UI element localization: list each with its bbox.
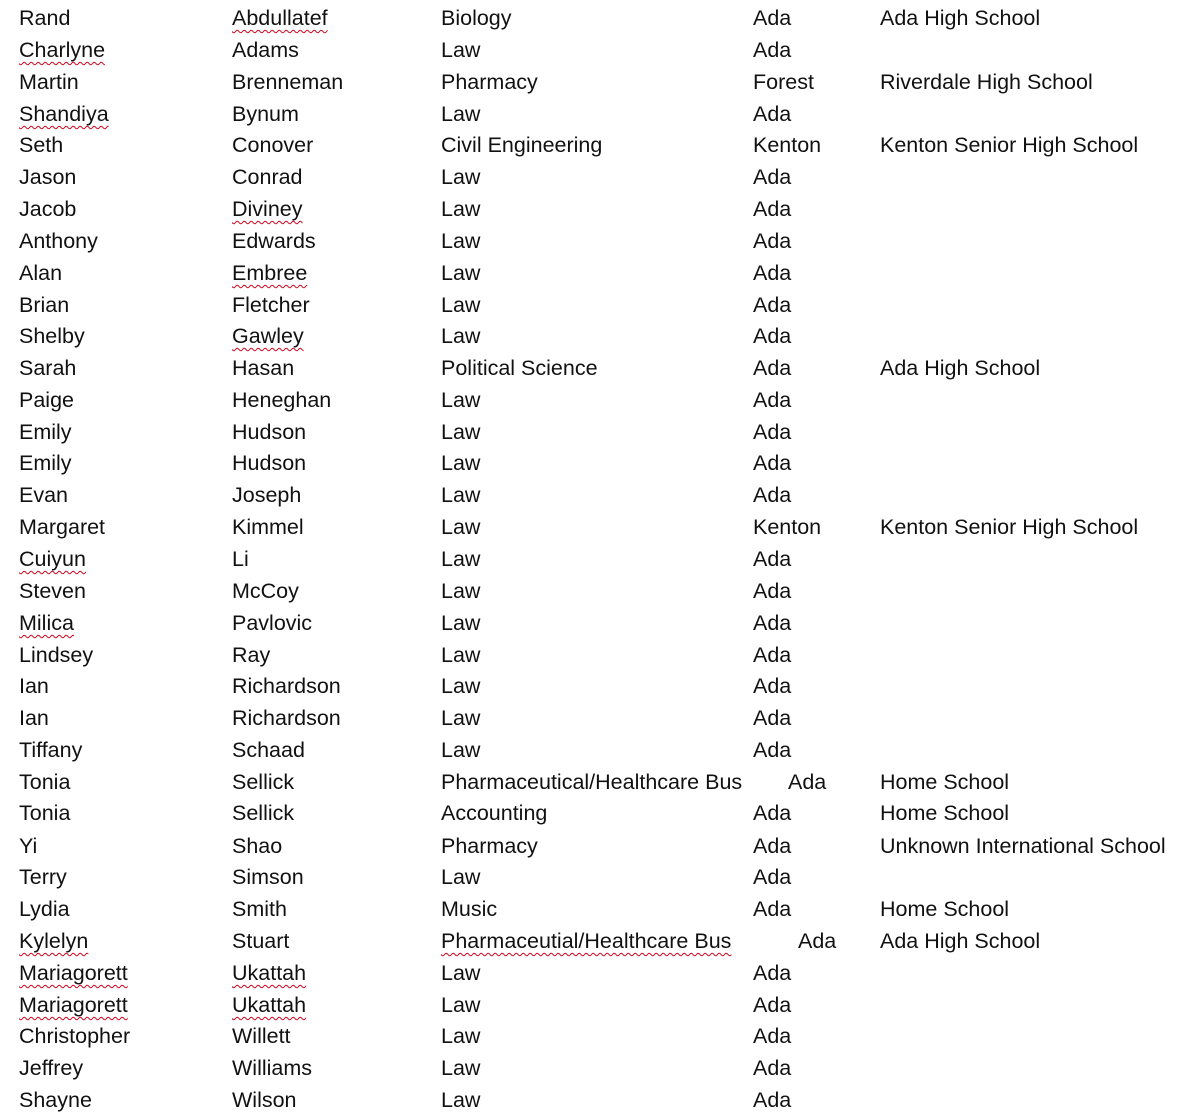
table-row xyxy=(0,512,1200,543)
last-cell[interactable]: Sellick xyxy=(232,770,295,794)
table-row xyxy=(0,385,1200,416)
city-cell[interactable]: Ada xyxy=(753,451,792,475)
school-cell[interactable]: Home School xyxy=(880,897,1010,921)
city-cell[interactable]: Ada xyxy=(753,579,792,603)
last-cell[interactable]: Edwards xyxy=(232,229,316,253)
city-cell[interactable]: Ada xyxy=(753,229,792,253)
school-cell[interactable]: Riverdale High School xyxy=(880,70,1093,94)
major-cell[interactable]: Law xyxy=(441,961,481,985)
city-cell[interactable]: Ada xyxy=(753,897,792,921)
first-cell[interactable]: Terry xyxy=(19,865,67,889)
city-cell[interactable]: Ada xyxy=(753,801,792,825)
major-cell[interactable]: Law xyxy=(441,643,481,667)
major-cell[interactable]: Law xyxy=(441,1024,481,1048)
first-cell[interactable]: Charlyne xyxy=(19,38,106,62)
last-cell[interactable]: Embree xyxy=(232,261,308,285)
table-row xyxy=(0,194,1200,225)
table-row xyxy=(0,353,1200,384)
major-cell[interactable]: Law xyxy=(441,674,481,698)
major-cell[interactable]: Law xyxy=(441,738,481,762)
last-cell[interactable]: Adams xyxy=(232,38,299,62)
table-row xyxy=(0,35,1200,66)
city-cell[interactable]: Kenton xyxy=(753,133,822,157)
city-cell[interactable]: Forest xyxy=(753,70,814,94)
first-cell[interactable]: Brian xyxy=(19,293,70,317)
major-cell[interactable]: Civil Engineering xyxy=(441,133,603,157)
first-cell[interactable]: Anthony xyxy=(19,229,98,253)
first-cell[interactable]: Milica xyxy=(19,611,74,635)
last-cell[interactable]: Abdullatef xyxy=(232,6,328,30)
city-cell[interactable]: Ada xyxy=(753,961,792,985)
table-row xyxy=(0,990,1200,1021)
last-cell[interactable]: Ukattah xyxy=(232,993,307,1017)
city-cell[interactable]: Ada xyxy=(753,165,792,189)
major-cell[interactable]: Biology xyxy=(441,6,512,30)
last-cell[interactable]: Li xyxy=(232,547,249,571)
first-cell[interactable]: Martin xyxy=(19,70,79,94)
first-cell[interactable]: Kylelyn xyxy=(19,929,89,953)
last-cell[interactable]: Smith xyxy=(232,897,287,921)
first-cell[interactable]: Jason xyxy=(19,165,77,189)
first-cell[interactable]: Lydia xyxy=(19,897,70,921)
city-cell[interactable]: Ada xyxy=(753,483,792,507)
city-cell[interactable]: Ada xyxy=(753,388,792,412)
school-cell[interactable]: Ada High School xyxy=(880,929,1041,953)
table-row xyxy=(0,448,1200,479)
major-cell[interactable]: Music xyxy=(441,897,498,921)
table-row xyxy=(0,544,1200,575)
last-cell[interactable]: Shao xyxy=(232,834,283,858)
last-cell[interactable]: Simson xyxy=(232,865,304,889)
first-cell[interactable]: Emily xyxy=(19,451,72,475)
first-cell[interactable]: Mariagorett xyxy=(19,993,128,1017)
table-row xyxy=(0,1085,1200,1116)
last-cell[interactable]: Stuart xyxy=(232,929,290,953)
major-cell[interactable]: Law xyxy=(441,293,481,317)
last-cell[interactable]: Joseph xyxy=(232,483,302,507)
first-cell[interactable]: Shelby xyxy=(19,324,85,348)
table-row xyxy=(0,767,1200,798)
school-cell[interactable]: Unknown International School xyxy=(880,834,1166,858)
table-row xyxy=(0,1053,1200,1084)
major-cell[interactable]: Law xyxy=(441,229,481,253)
major-cell[interactable]: Pharmacy xyxy=(441,834,538,858)
last-cell[interactable]: Kimmel xyxy=(232,515,304,539)
school-cell[interactable]: Kenton Senior High School xyxy=(880,515,1139,539)
major-cell[interactable]: Law xyxy=(441,38,481,62)
first-cell[interactable]: Jeffrey xyxy=(19,1056,84,1080)
last-cell[interactable]: Sellick xyxy=(232,801,295,825)
last-cell[interactable]: Hudson xyxy=(232,420,307,444)
table-row xyxy=(0,608,1200,639)
city-cell[interactable]: Ada xyxy=(753,674,792,698)
last-cell[interactable]: Williams xyxy=(232,1056,313,1080)
table-row xyxy=(0,3,1200,34)
school-cell[interactable]: Kenton Senior High School xyxy=(880,133,1139,157)
city-cell[interactable]: Ada xyxy=(753,834,792,858)
city-cell[interactable]: Ada xyxy=(753,261,792,285)
table-row xyxy=(0,926,1200,957)
first-cell[interactable]: Margaret xyxy=(19,515,106,539)
last-cell[interactable]: Brenneman xyxy=(232,70,344,94)
last-cell[interactable]: Conrad xyxy=(232,165,303,189)
city-cell[interactable]: Ada xyxy=(753,643,792,667)
first-cell[interactable]: Shayne xyxy=(19,1088,92,1112)
last-cell[interactable]: Wilson xyxy=(232,1088,297,1112)
city-cell[interactable]: Ada xyxy=(798,929,837,953)
city-cell[interactable]: Ada xyxy=(753,324,792,348)
first-cell[interactable]: Alan xyxy=(19,261,63,285)
city-cell[interactable]: Ada xyxy=(753,1088,792,1112)
school-cell[interactable]: Ada High School xyxy=(880,356,1041,380)
first-cell[interactable]: Paige xyxy=(19,388,74,412)
city-cell[interactable]: Ada xyxy=(753,706,792,730)
last-cell[interactable]: Hasan xyxy=(232,356,295,380)
city-cell[interactable]: Ada xyxy=(753,197,792,221)
first-cell[interactable]: Evan xyxy=(19,483,69,507)
major-cell[interactable]: Law xyxy=(441,579,481,603)
city-cell[interactable]: Ada xyxy=(753,611,792,635)
last-cell[interactable]: McCoy xyxy=(232,579,299,603)
table-row xyxy=(0,226,1200,257)
first-cell[interactable]: Jacob xyxy=(19,197,77,221)
first-cell[interactable]: Yi xyxy=(19,834,38,858)
last-cell[interactable]: Ray xyxy=(232,643,271,667)
table-row xyxy=(0,798,1200,829)
city-cell[interactable]: Ada xyxy=(753,547,792,571)
major-cell[interactable]: Law xyxy=(441,993,481,1017)
city-cell[interactable]: Ada xyxy=(753,102,792,126)
city-cell[interactable]: Ada xyxy=(753,865,792,889)
major-cell[interactable]: Law xyxy=(441,611,481,635)
city-cell[interactable]: Ada xyxy=(753,1024,792,1048)
first-cell[interactable]: Tonia xyxy=(19,801,71,825)
first-cell[interactable]: Ian xyxy=(19,706,49,730)
city-cell[interactable]: Ada xyxy=(753,356,792,380)
major-cell[interactable]: Law xyxy=(441,547,481,571)
table-row xyxy=(0,417,1200,448)
major-cell[interactable]: Law xyxy=(441,865,481,889)
first-cell[interactable]: Tonia xyxy=(19,770,71,794)
table-row xyxy=(0,67,1200,98)
table-row xyxy=(0,862,1200,893)
city-cell[interactable]: Ada xyxy=(753,993,792,1017)
last-cell[interactable]: Diviney xyxy=(232,197,303,221)
major-cell[interactable]: Law xyxy=(441,102,481,126)
city-cell[interactable]: Ada xyxy=(753,38,792,62)
last-cell[interactable]: Willett xyxy=(232,1024,291,1048)
school-cell[interactable]: Home School xyxy=(880,770,1010,794)
table-row xyxy=(0,290,1200,321)
last-cell[interactable]: Fletcher xyxy=(232,293,310,317)
last-cell[interactable]: Richardson xyxy=(232,674,341,698)
table-row xyxy=(0,99,1200,130)
major-cell[interactable]: Law xyxy=(441,451,481,475)
first-cell[interactable]: Seth xyxy=(19,133,64,157)
last-cell[interactable]: Ukattah xyxy=(232,961,307,985)
table-row xyxy=(0,831,1200,862)
last-cell[interactable]: Schaad xyxy=(232,738,305,762)
major-cell[interactable]: Law xyxy=(441,388,481,412)
major-cell[interactable]: Pharmaceutical/Healthcare Bus xyxy=(441,770,743,794)
table-row xyxy=(0,321,1200,352)
school-cell[interactable]: Ada High School xyxy=(880,6,1041,30)
table-row xyxy=(0,640,1200,671)
first-cell[interactable]: Tiffany xyxy=(19,738,83,762)
major-cell[interactable]: Law xyxy=(441,483,481,507)
last-cell[interactable]: Conover xyxy=(232,133,314,157)
city-cell[interactable]: Ada xyxy=(753,738,792,762)
city-cell[interactable]: Ada xyxy=(753,293,792,317)
major-cell[interactable]: Law xyxy=(441,197,481,221)
table-row xyxy=(0,258,1200,289)
table-row xyxy=(0,958,1200,989)
table-row xyxy=(0,1021,1200,1052)
first-cell[interactable]: Christopher xyxy=(19,1024,131,1048)
major-cell[interactable]: Law xyxy=(441,706,481,730)
first-cell[interactable]: Rand xyxy=(19,6,71,30)
last-cell[interactable]: Bynum xyxy=(232,102,299,126)
major-cell[interactable]: Law xyxy=(441,1088,481,1112)
major-cell[interactable]: Accounting xyxy=(441,801,548,825)
major-cell[interactable]: Law xyxy=(441,515,481,539)
city-cell[interactable]: Ada xyxy=(788,770,827,794)
major-cell[interactable]: Law xyxy=(441,165,481,189)
first-cell[interactable]: Mariagorett xyxy=(19,961,128,985)
city-cell[interactable]: Ada xyxy=(753,6,792,30)
first-cell[interactable]: Cuiyun xyxy=(19,547,86,571)
table-row xyxy=(0,130,1200,161)
last-cell[interactable]: Richardson xyxy=(232,706,341,730)
major-cell[interactable]: Law xyxy=(441,324,481,348)
city-cell[interactable]: Ada xyxy=(753,420,792,444)
major-cell[interactable]: Law xyxy=(441,420,481,444)
last-cell[interactable]: Hudson xyxy=(232,451,307,475)
city-cell[interactable]: Ada xyxy=(753,1056,792,1080)
last-cell[interactable]: Pavlovic xyxy=(232,611,313,635)
first-cell[interactable]: Emily xyxy=(19,420,72,444)
table-row xyxy=(0,162,1200,193)
major-cell[interactable]: Political Science xyxy=(441,356,598,380)
school-cell[interactable]: Home School xyxy=(880,801,1010,825)
major-cell[interactable]: Pharmaceutial/Healthcare Bus xyxy=(441,929,732,953)
first-cell[interactable]: Ian xyxy=(19,674,49,698)
major-cell[interactable]: Law xyxy=(441,1056,481,1080)
first-cell[interactable]: Sarah xyxy=(19,356,77,380)
last-cell[interactable]: Gawley xyxy=(232,324,304,348)
table-row xyxy=(0,480,1200,511)
last-cell[interactable]: Heneghan xyxy=(232,388,332,412)
first-cell[interactable]: Steven xyxy=(19,579,86,603)
first-cell[interactable]: Shandiya xyxy=(19,102,109,126)
major-cell[interactable]: Law xyxy=(441,261,481,285)
table-row xyxy=(0,735,1200,766)
table-row xyxy=(0,671,1200,702)
first-cell[interactable]: Lindsey xyxy=(19,643,94,667)
major-cell[interactable]: Pharmacy xyxy=(441,70,538,94)
table-row xyxy=(0,703,1200,734)
city-cell[interactable]: Kenton xyxy=(753,515,822,539)
table-row xyxy=(0,894,1200,925)
table-row xyxy=(0,576,1200,607)
